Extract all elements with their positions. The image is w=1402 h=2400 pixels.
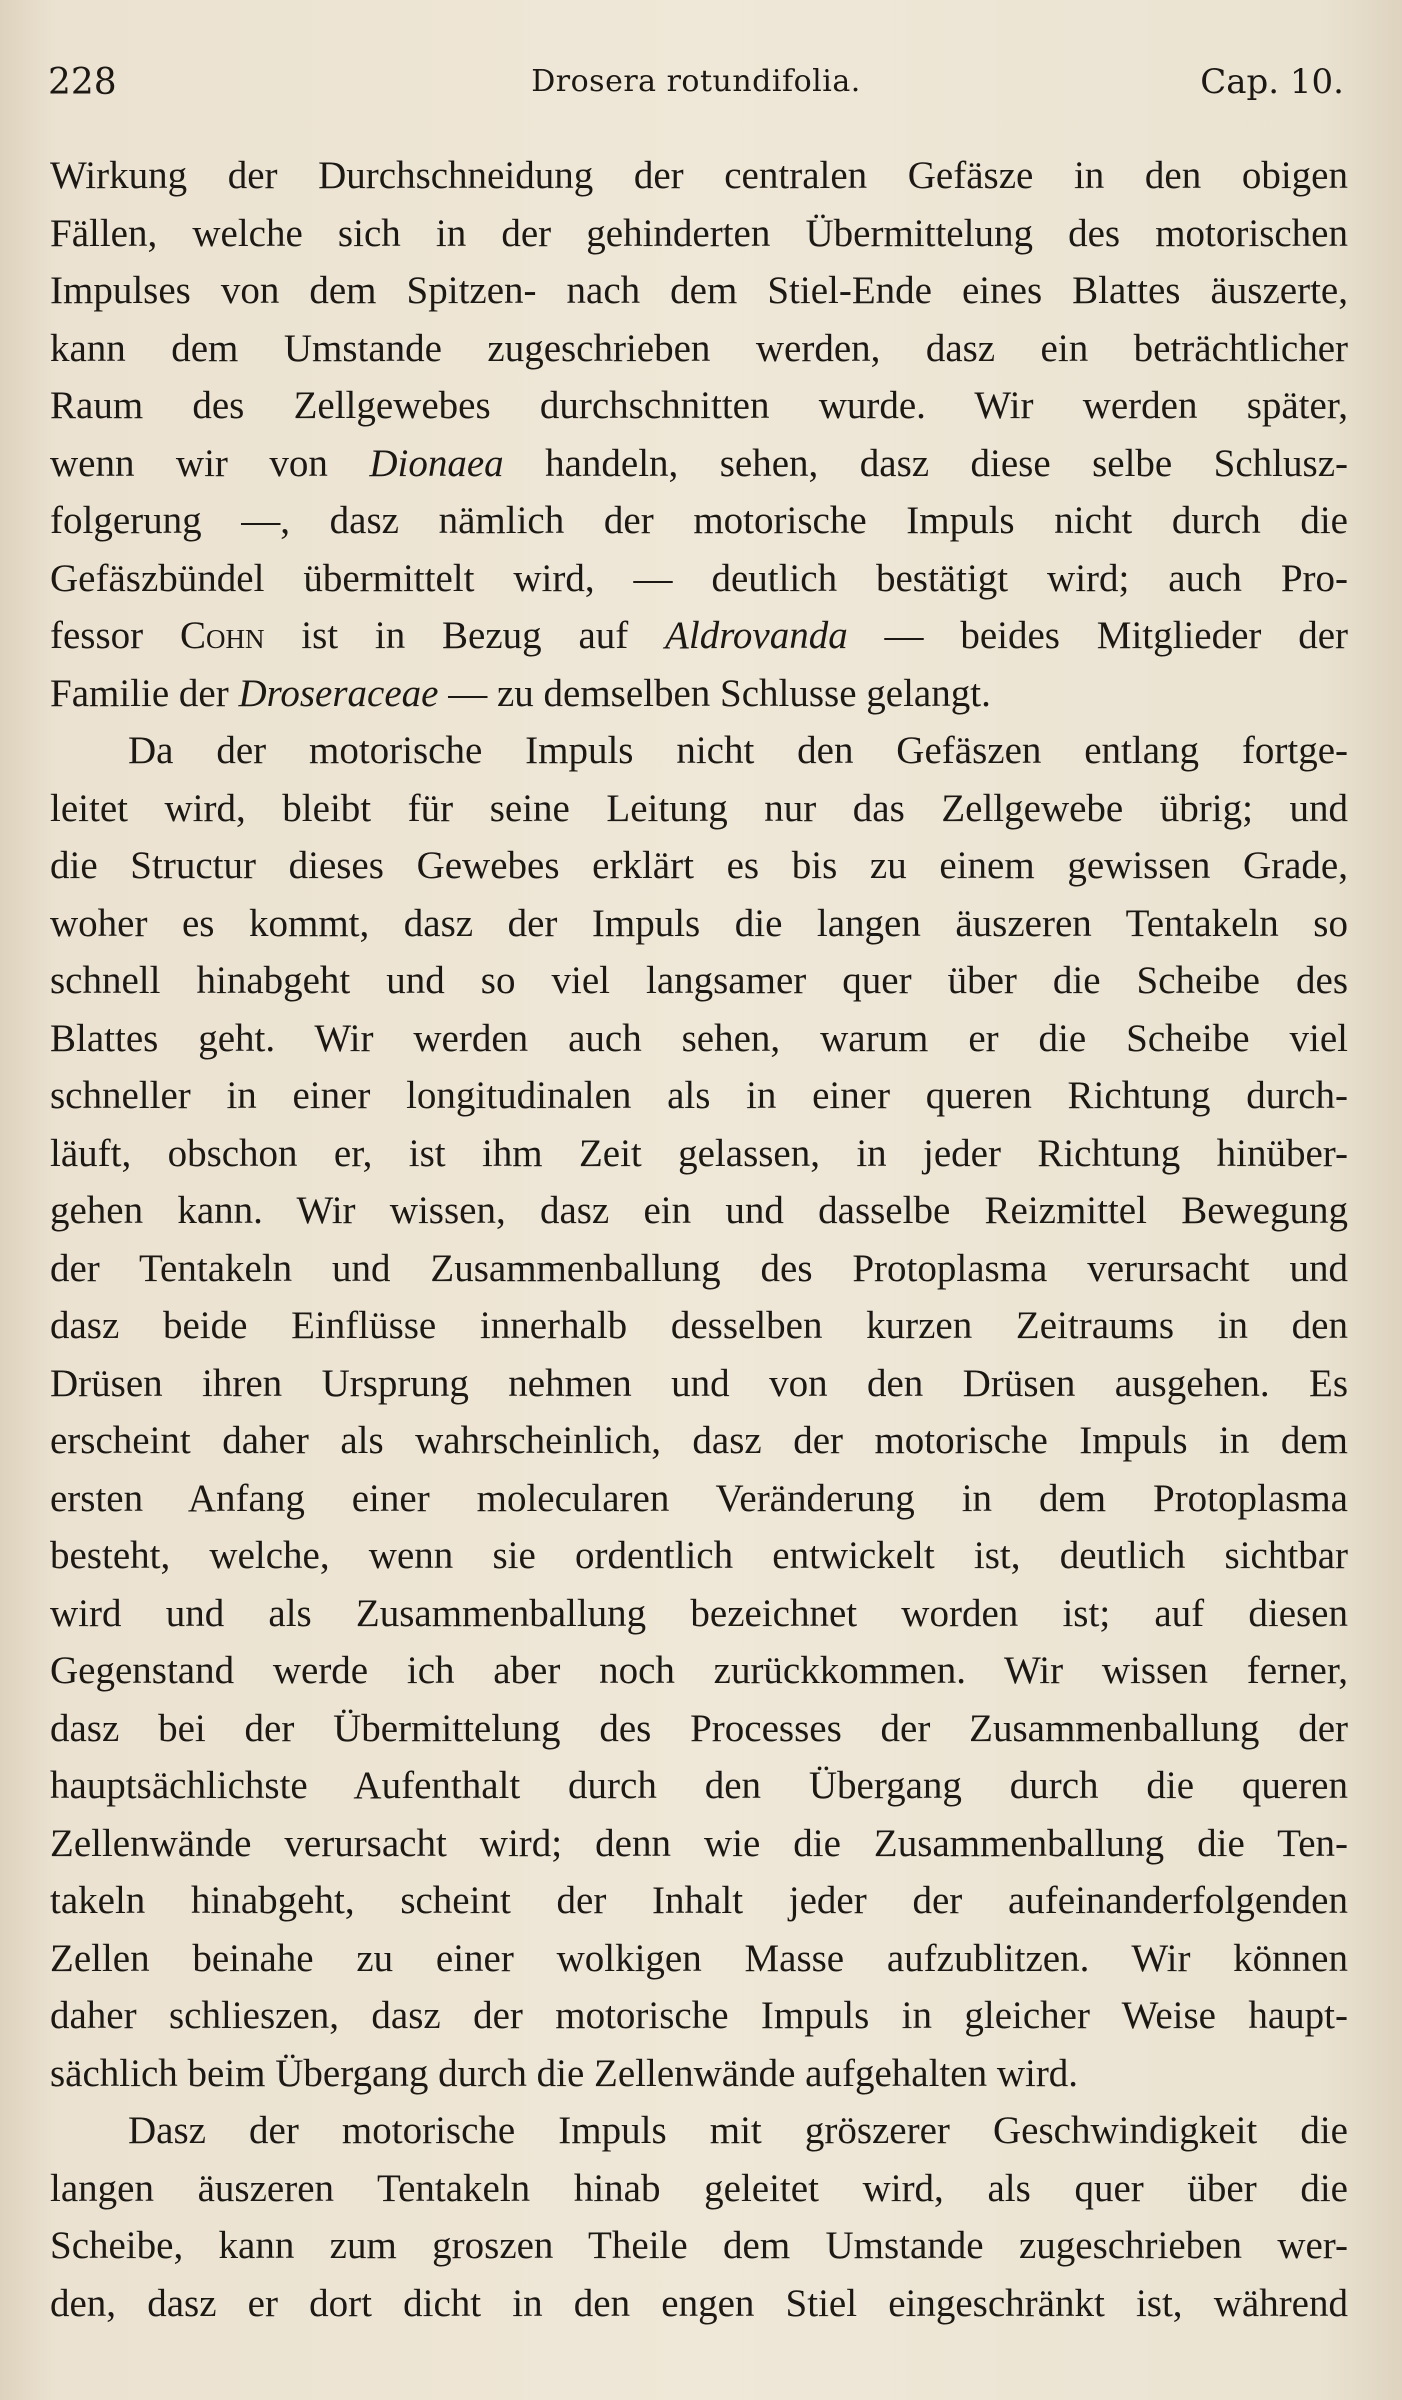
text-line — [50, 1125, 1348, 1183]
text-line — [50, 550, 1348, 608]
text-run: gehen kann. Wir wissen, dasz ein und dasselbe Reizmittel Bewegung — [50, 1189, 1348, 1232]
text-line — [50, 2217, 1348, 2275]
text-run: ersten Anfang einer molecularen Veränderung in dem Protoplasma — [50, 1476, 1348, 1520]
text-run: leitet wird, bleibt für seine Leitung nur das Zellgewebe übrig; und — [50, 786, 1348, 830]
text-run: Fällen, welche sich in der gehinderten Übermittelung des motorischen — [50, 211, 1348, 255]
text-run: Wirkung der Durchschneidung der centralen Gefäsze in den obigen — [50, 154, 1348, 197]
text-run: dasz beide Einflüsse innerhalb desselben kurzen Zeitraums in den — [50, 1304, 1348, 1347]
text-line — [50, 1930, 1348, 1988]
text-run: erscheint daher als wahrscheinlich, dasz der motorische Impuls in dem — [50, 1419, 1348, 1462]
text-run: Zellen beinahe zu einer wolkigen Masse aufzublitzen. Wir können — [50, 1936, 1348, 1980]
text-run: — beides Mitglieder der — [847, 614, 1348, 657]
text-run: sächlich beim Übergang durch die Zellenwände aufgehalten wird. — [50, 2051, 1079, 2095]
text-line — [50, 1240, 1348, 1298]
author-name: Cohn — [179, 614, 265, 657]
text-run: wird und als Zusammenballung bezeichnet worden ist; auf diesen — [50, 1591, 1348, 1635]
text-line — [50, 320, 1348, 378]
text-line — [50, 1412, 1348, 1470]
paragraph — [50, 722, 1348, 2102]
text-run: woher es kommt, dasz der Impuls die langen äuszeren Tentakeln so — [50, 901, 1348, 945]
text-line — [50, 780, 1348, 838]
text-run: Da der motorische Impuls nicht den Gefäszen entlang fortge- — [128, 729, 1348, 772]
text-line — [50, 262, 1348, 320]
text-line — [50, 1470, 1348, 1528]
text-line — [50, 1757, 1348, 1815]
text-run: schneller in einer longitudinalen als in einer queren Richtung durch- — [50, 1074, 1348, 1117]
text-line — [50, 1987, 1348, 2045]
text-line — [50, 1067, 1348, 1125]
text-run: langen äuszeren Tentakeln hinab geleitet wird, als quer über die — [50, 2166, 1348, 2210]
text-line — [50, 147, 1348, 205]
text-line — [50, 205, 1348, 263]
text-run: Impulses von dem Spitzen- nach dem Stiel-Ende eines Blattes äuszerte, — [50, 269, 1348, 312]
italic-term: Aldrovanda — [665, 614, 848, 657]
page-number: 228 — [48, 62, 117, 103]
italic-term: Droseraceae — [238, 671, 439, 715]
paragraph — [50, 2102, 1348, 2332]
text-run: wenn wir von — [50, 441, 370, 485]
text-run: Gefäszbündel übermittelt wird, — deutlich bestätigt wird; auch Pro- — [50, 556, 1348, 600]
text-line — [50, 2102, 1348, 2160]
text-run: läuft, obschon er, ist ihm Zeit gelassen, in jeder Richtung hinüber- — [50, 1131, 1348, 1175]
text-line — [50, 1700, 1348, 1758]
text-run: ist in Bezug auf — [264, 614, 666, 657]
text-run: Familie der — [50, 671, 239, 715]
text-line — [50, 952, 1348, 1010]
text-run: fessor — [50, 614, 180, 657]
text-run: den, dasz er dort dicht in den engen Stiel eingeschränkt ist, während — [50, 2281, 1348, 2325]
text-line — [50, 435, 1348, 493]
page-header — [48, 62, 1344, 122]
text-run: Raum des Zellgewebes durchschnitten wurde. Wir werden später, — [50, 384, 1348, 427]
text-line — [50, 895, 1348, 953]
body-text — [50, 147, 1348, 2332]
text-run: folgerung —, dasz nämlich der motorische Impuls nicht durch die — [50, 499, 1348, 542]
text-run: Scheibe, kann zum groszen Theile dem Umstande zugeschrieben wer- — [50, 2224, 1348, 2267]
italic-term: Dionaea — [369, 441, 504, 485]
text-line — [50, 2160, 1348, 2218]
text-run: kann dem Umstande zugeschrieben werden, dasz ein beträchtlicher — [50, 326, 1348, 370]
running-title: Drosera rotundifolia. — [531, 64, 861, 99]
text-line — [50, 1815, 1348, 1873]
text-line — [50, 722, 1348, 780]
text-run: hauptsächlichste Aufenthalt durch den Übergang durch die queren — [50, 1764, 1348, 1807]
text-run: dasz bei der Übermittelung des Processes der Zusammenballung der — [50, 1706, 1348, 1750]
text-line — [50, 492, 1348, 550]
text-run: Blattes geht. Wir werden auch sehen, warum er die Scheibe viel — [50, 1016, 1348, 1060]
text-run: daher schlieszen, dasz der motorische Impuls in gleicher Weise haupt- — [50, 1994, 1348, 2037]
text-line — [50, 2045, 1348, 2103]
text-run: der Tentakeln und Zusammenballung des Protoplasma verursacht und — [50, 1246, 1348, 1290]
text-line — [50, 607, 1348, 665]
text-line — [50, 377, 1348, 435]
text-run: besteht, welche, wenn sie ordentlich entwickelt ist, deutlich sichtbar — [50, 1534, 1348, 1577]
text-run: die Structur dieses Gewebes erklärt es bis zu einem gewissen Grade, — [50, 844, 1348, 887]
text-line — [50, 1585, 1348, 1643]
text-line — [50, 1642, 1348, 1700]
text-line — [50, 665, 1348, 723]
text-line — [50, 1872, 1348, 1930]
text-run: Dasz der motorische Impuls mit gröszerer Geschwindigkeit die — [128, 2109, 1348, 2152]
text-line — [50, 2275, 1348, 2333]
text-run: — zu demselben Schlusse gelangt. — [438, 671, 991, 715]
text-run: schnell hinabgeht und so viel langsamer quer über die Scheibe des — [50, 959, 1348, 1002]
text-line — [50, 1297, 1348, 1355]
paragraph — [50, 147, 1348, 722]
text-run: handeln, sehen, dasz diese selbe Schlusz- — [503, 441, 1348, 485]
text-line — [50, 1355, 1348, 1413]
text-line — [50, 837, 1348, 895]
text-run: Drüsen ihren Ursprung nehmen und von den Drüsen ausgehen. Es — [50, 1361, 1348, 1405]
text-line — [50, 1527, 1348, 1585]
text-line — [50, 1182, 1348, 1240]
text-run: Gegenstand werde ich aber noch zurückkommen. Wir wissen ferner, — [50, 1649, 1348, 1692]
text-line — [50, 1010, 1348, 1068]
chapter-label: Cap. 10. — [1200, 62, 1344, 102]
text-run: Zellenwände verursacht wird; denn wie die Zusammenballung die Ten- — [50, 1821, 1348, 1865]
text-run: takeln hinabgeht, scheint der Inhalt jeder der aufeinanderfolgenden — [50, 1879, 1348, 1922]
